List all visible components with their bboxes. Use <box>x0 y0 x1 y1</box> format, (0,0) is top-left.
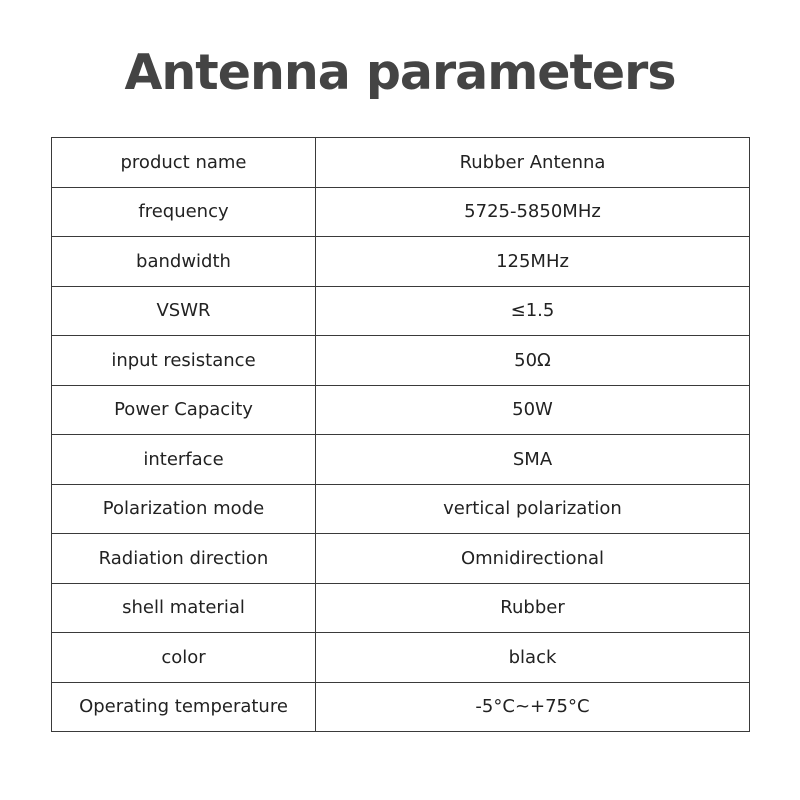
table-row <box>52 682 750 732</box>
row-value: SMA <box>316 435 750 485</box>
row-label: interface <box>52 435 316 485</box>
table-row <box>52 633 750 683</box>
row-value: 5725-5850MHz <box>316 187 750 237</box>
row-value: Rubber <box>316 583 750 633</box>
row-label: Operating temperature <box>52 682 316 732</box>
row-label: shell material <box>52 583 316 633</box>
table-row <box>52 286 750 336</box>
row-label: product name <box>52 138 316 188</box>
row-value: black <box>316 633 750 683</box>
row-value: 125MHz <box>316 237 750 287</box>
row-label: color <box>52 633 316 683</box>
row-label: input resistance <box>52 336 316 386</box>
spec-table <box>51 137 750 732</box>
page-title: Antenna parameters <box>124 44 676 101</box>
table-row <box>52 435 750 485</box>
table-row <box>52 534 750 584</box>
row-label: VSWR <box>52 286 316 336</box>
row-label: Polarization mode <box>52 484 316 534</box>
table-row <box>52 484 750 534</box>
row-value: Rubber Antenna <box>316 138 750 188</box>
row-label: frequency <box>52 187 316 237</box>
row-label: Power Capacity <box>52 385 316 435</box>
row-value: -5°C~+75°C <box>316 682 750 732</box>
row-label: bandwidth <box>52 237 316 287</box>
table-row <box>52 385 750 435</box>
table-row <box>52 187 750 237</box>
row-value: Omnidirectional <box>316 534 750 584</box>
table-row <box>52 583 750 633</box>
row-value: vertical polarization <box>316 484 750 534</box>
row-label: Radiation direction <box>52 534 316 584</box>
row-value: 50W <box>316 385 750 435</box>
table-row <box>52 336 750 386</box>
table-row <box>52 138 750 188</box>
table-row <box>52 237 750 287</box>
row-value: ≤1.5 <box>316 286 750 336</box>
row-value: 50Ω <box>316 336 750 386</box>
